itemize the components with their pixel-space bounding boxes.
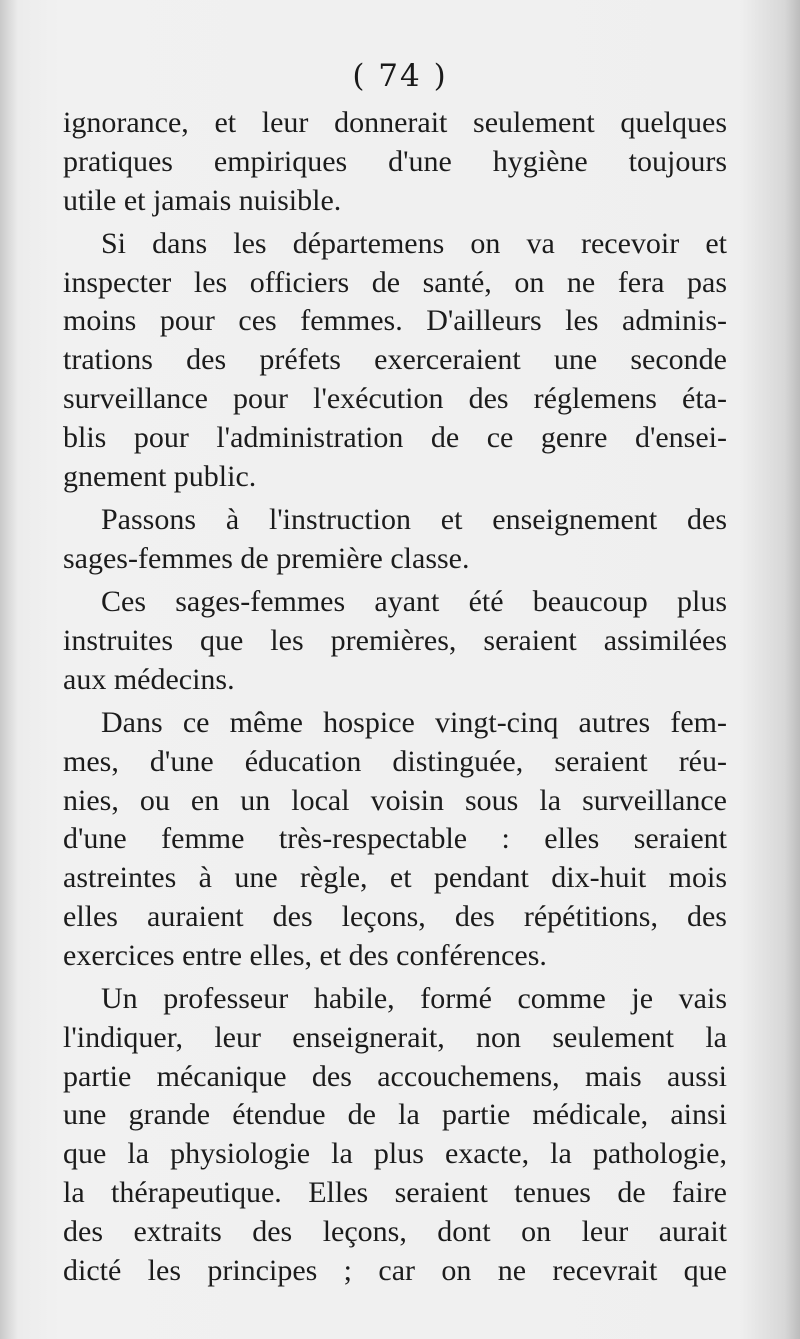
text-line: pratiques empiriques d'une hygiène toujours [63, 144, 727, 178]
text-line: l'indiquer, leur enseignerait, non seulement la [63, 1020, 727, 1054]
text-line: exercices entre elles, et des conférences. [63, 938, 547, 972]
page-number: ( 74 ) [352, 58, 448, 94]
text-line: Si dans les départemens on va recevoir et [101, 226, 727, 260]
text-line: partie mécanique des accouchemens, mais aussi [63, 1059, 727, 1093]
text-line: astreintes à une règle, et pendant dix-huit mois [63, 861, 727, 895]
text-line: dicté les principes ; car on ne recevrait que [63, 1253, 727, 1287]
text-line: Un professeur habile, formé comme je vais [101, 982, 727, 1016]
text-line: gnement public. [63, 459, 257, 493]
paragraph [63, 104, 727, 220]
text-line: une grande étendue de la partie médicale, ainsi [63, 1098, 727, 1132]
text-line: Dans ce même hospice vingt-cinq autres fem- [101, 705, 727, 739]
text-line: la thérapeutique. Elles seraient tenues de faire [63, 1176, 727, 1210]
text-line: d'une femme très-respectable : elles seraient [63, 822, 727, 856]
paragraph [63, 225, 727, 497]
text-line: instruites que les premières, seraient assimilées [63, 623, 727, 657]
text-line: sages-femmes de première classe. [63, 541, 470, 575]
text-line: moins pour ces femmes. D'ailleurs les adminis- [63, 304, 727, 338]
text-line: ignorance, et leur donnerait seulement quelques [63, 106, 727, 139]
text-line: Passons à l'instruction et enseignement des [101, 502, 727, 536]
text-line: blis pour l'administration de ce genre d'ensei- [63, 420, 727, 454]
paragraph [63, 583, 727, 699]
text-line: des extraits des leçons, dont on leur aurait [63, 1214, 727, 1248]
paragraph [63, 704, 727, 976]
paragraph [63, 980, 727, 1290]
text-line: mes, d'une éducation distinguée, seraient réu- [63, 744, 727, 778]
text-line: inspecter les officiers de santé, on ne fera pas [63, 265, 727, 299]
text-line: Ces sages-femmes ayant été beaucoup plus [101, 585, 727, 619]
text-line: surveillance pour l'exécution des réglemens éta- [63, 382, 727, 416]
text-line: elles auraient des leçons, des répétitions, des [63, 899, 727, 933]
paragraph [63, 501, 727, 579]
text-line: trations des préfets exerceraient une seconde [63, 343, 727, 377]
text-line: nies, ou en un local voisin sous la surveillance [63, 783, 727, 817]
text-line: aux médecins. [63, 662, 235, 696]
body-text [63, 104, 727, 1295]
text-line: que la physiologie la plus exacte, la pathologie, [63, 1137, 727, 1171]
text-line: utile et jamais nuisible. [63, 183, 342, 217]
